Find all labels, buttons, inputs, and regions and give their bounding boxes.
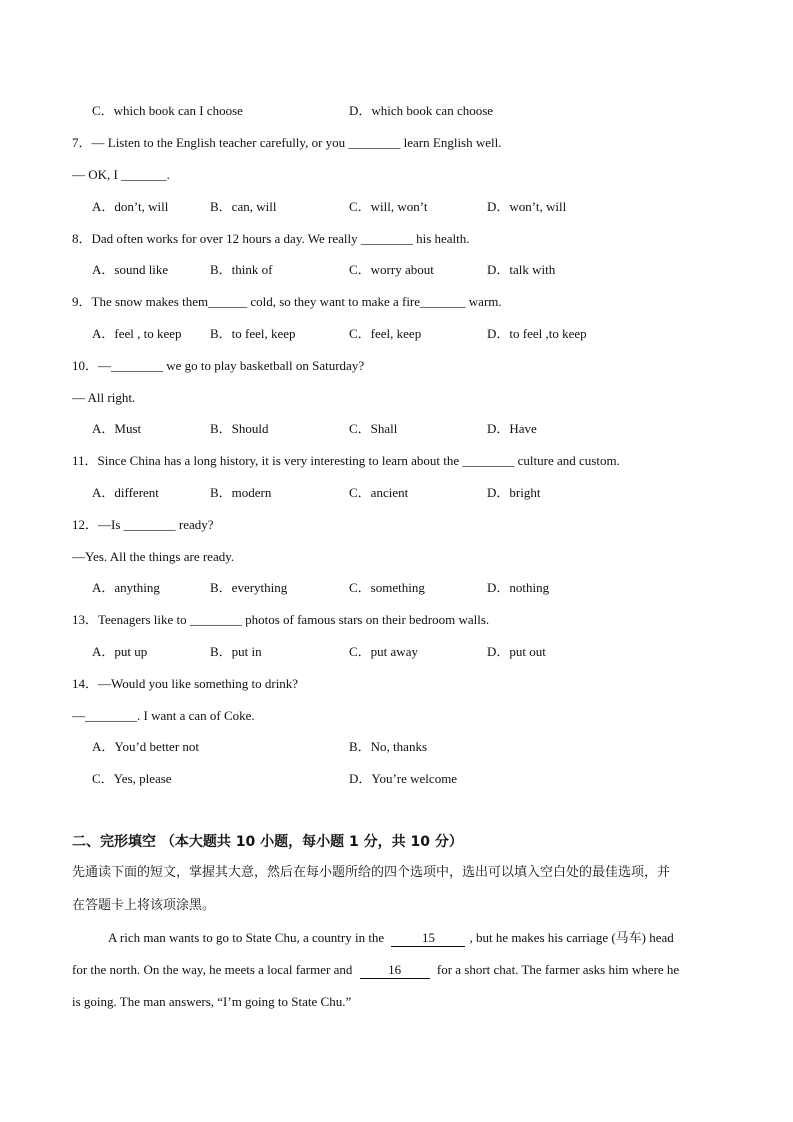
q9-option-b: B．to feel, keep [210,326,296,341]
q7-options [92,198,732,216]
blank-16: 16 [360,962,430,979]
q10-option-a: A．Must [92,421,142,436]
q12-option-a: A．anything [92,580,160,595]
passage-line1 [72,929,723,947]
q12-option-b: B．everything [210,580,288,595]
q8-option-b: B．think of [210,262,273,277]
q14-stem: 14．—Would you like something to drink? [72,676,299,691]
q9-stem: 9．The snow makes them______ cold, so they want to make a fire_______ warm. [72,294,502,309]
q6-option-d: D．which book can choose [349,103,494,118]
q14-option-c: C．Yes, please [92,771,172,786]
q14-option-b: B．No, thanks [349,739,428,754]
q9-option-d: D．to feel ,to keep [487,326,587,341]
q6-options [92,102,732,120]
q13-stem: 13．Teenagers like to ________ photos of famous stars on their bedroom walls. [72,612,490,627]
q12-reply: —Yes. All the things are ready. [72,549,235,564]
section-instruction-line1: 先通读下面的短文，掌握其大意，然后在每小题所给的四个选项中，选出可以填入空白处的最佳选项，并 [72,865,671,880]
q9-option-c: C．feel, keep [349,326,422,341]
passage-text: for the north. On the way, he meets a local farmer and [72,962,353,977]
q10-options [92,420,732,438]
q11-options [92,484,732,502]
q7-option-c: C．will, won’t [349,199,428,214]
q8-option-c: C．worry about [349,262,434,277]
q8-options [92,261,732,279]
q13-option-a: A．put up [92,644,148,659]
section-instruction-line2: 在答题卡上将该项涂黑。 [72,898,216,913]
q9-options [92,325,732,343]
q11-stem: 11．Since China has a long history, it is very interesting to learn about the ________ culture and custom. [72,453,620,468]
q10-option-d: D．Have [487,421,537,436]
q13-option-b: B．put in [210,644,262,659]
q8-stem: 8．Dad often works for over 12 hours a day. We really ________ his health. [72,231,470,246]
q14-options-row1 [92,738,732,756]
passage-line2 [72,961,723,979]
q7-reply: — OK, I _______. [72,167,170,182]
q11-option-b: B．modern [210,485,272,500]
q6-option-c: C．which book can I choose [92,103,243,118]
q14-option-d: D．You’re welcome [349,771,458,786]
q11-option-d: D．bright [487,485,541,500]
passage-text: A rich man wants to go to State Chu, a country in the [108,930,385,945]
blank-15: 15 [391,930,465,947]
q14-reply: —________. I want a can of Coke. [72,708,255,723]
q12-option-d: D．nothing [487,580,550,595]
q10-stem: 10．—________ we go to play basketball on Saturday? [72,358,365,373]
passage-text: for a short chat. The farmer asks him where he [436,962,680,977]
q8-option-a: A．sound like [92,262,169,277]
q11-option-a: A．different [92,485,159,500]
q7-stem: 7．— Listen to the English teacher carefully, or you ________ learn English well. [72,135,502,150]
q11-option-c: C．ancient [349,485,409,500]
q7-option-d: D．won’t, will [487,199,567,214]
q12-options [92,579,732,597]
q13-option-d: D．put out [487,644,546,659]
q9-option-a: A．feel , to keep [92,326,182,341]
q8-option-d: D．talk with [487,262,556,277]
q12-stem: 12．—Is ________ ready? [72,517,214,532]
q14-option-a: A．You’d better not [92,739,200,754]
q12-option-c: C．something [349,580,425,595]
passage-line3: is going. The man answers, “I’m going to State Chu.” [72,994,352,1009]
section-title: 二、完形填空 （本大题共 10 小题，每小题 1 分，共 10 分） [72,834,463,850]
q7-option-a: A．don’t, will [92,199,169,214]
q10-option-c: C．Shall [349,421,398,436]
q14-options-row2 [92,770,732,788]
q10-reply: — All right. [72,390,136,405]
q13-options [92,643,732,661]
q10-option-b: B．Should [210,421,269,436]
q13-option-c: C．put away [349,644,418,659]
q7-option-b: B．can, will [210,199,277,214]
passage-text: , but he makes his carriage (马车) head [469,930,674,945]
